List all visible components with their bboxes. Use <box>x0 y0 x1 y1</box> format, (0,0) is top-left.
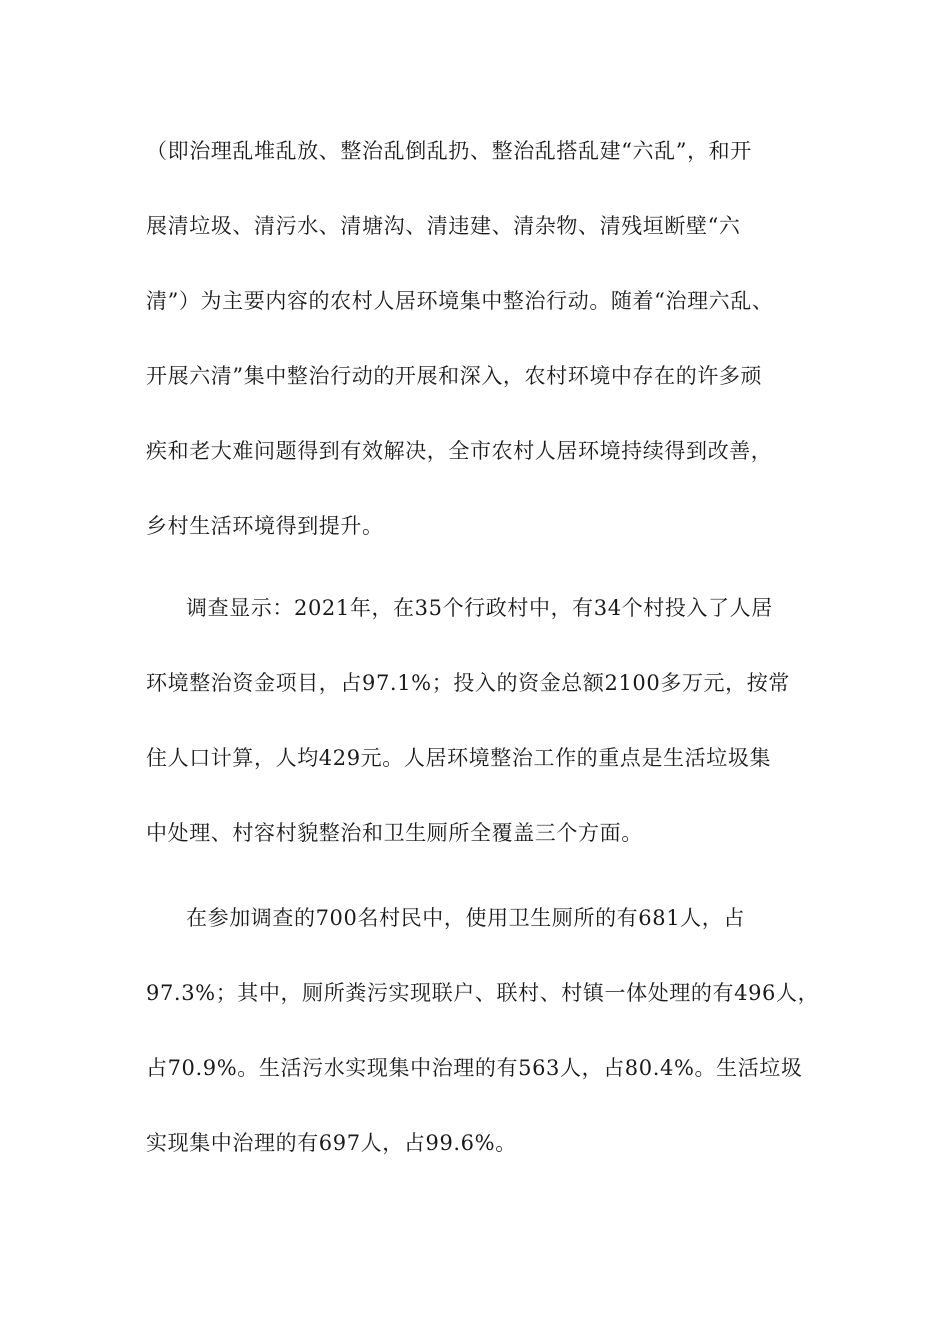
paragraph-2-line-2: 环境整治资金项目，占97.1%；投入的资金总额2100多万元，按常 <box>146 671 790 695</box>
paragraph-3-line-3: 占70.9%。生活污水实现集中治理的有563人，占80.4%。生活垃圾 <box>146 1056 803 1080</box>
paragraph-1-line-2: 展清垃圾、清污水、清塘沟、清违建、清杂物、清残垣断壁“六 <box>146 214 741 238</box>
paragraph-2-line-1: 调查显示：2021年，在35个行政村中，有34个村投入了人居 <box>186 596 773 620</box>
paragraph-2-line-4: 中处理、村容村貌整治和卫生厕所全覆盖三个方面。 <box>146 821 643 845</box>
paragraph-1-line-4: 开展六清”集中整治行动的开展和深入，农村环境中存在的许多顽 <box>146 364 763 388</box>
paragraph-1-line-3: 清”）为主要内容的农村人居环境集中整治行动。随着“治理六乱、 <box>146 289 774 313</box>
paragraph-1-line-6: 乡村生活环境得到提升。 <box>146 514 384 538</box>
paragraph-1-line-5: 疾和老大难问题得到有效解决，全市农村人居环境持续得到改善， <box>146 439 773 463</box>
paragraph-2-line-3: 住人口计算，人均429元。人居环境整治工作的重点是生活垃圾集 <box>146 746 772 770</box>
paragraph-3-line-2: 97.3%；其中，厕所粪污实现联户、联村、村镇一体处理的有496人， <box>146 981 820 1005</box>
paragraph-3-line-4: 实现集中治理的有697人，占99.6%。 <box>146 1131 517 1155</box>
paragraph-1-line-1: （即治理乱堆乱放、整治乱倒乱扔、整治乱搭乱建“六乱”，和开 <box>146 139 752 163</box>
paragraph-3-line-1: 在参加调查的700名村民中，使用卫生厕所的有681人，占 <box>186 906 745 930</box>
